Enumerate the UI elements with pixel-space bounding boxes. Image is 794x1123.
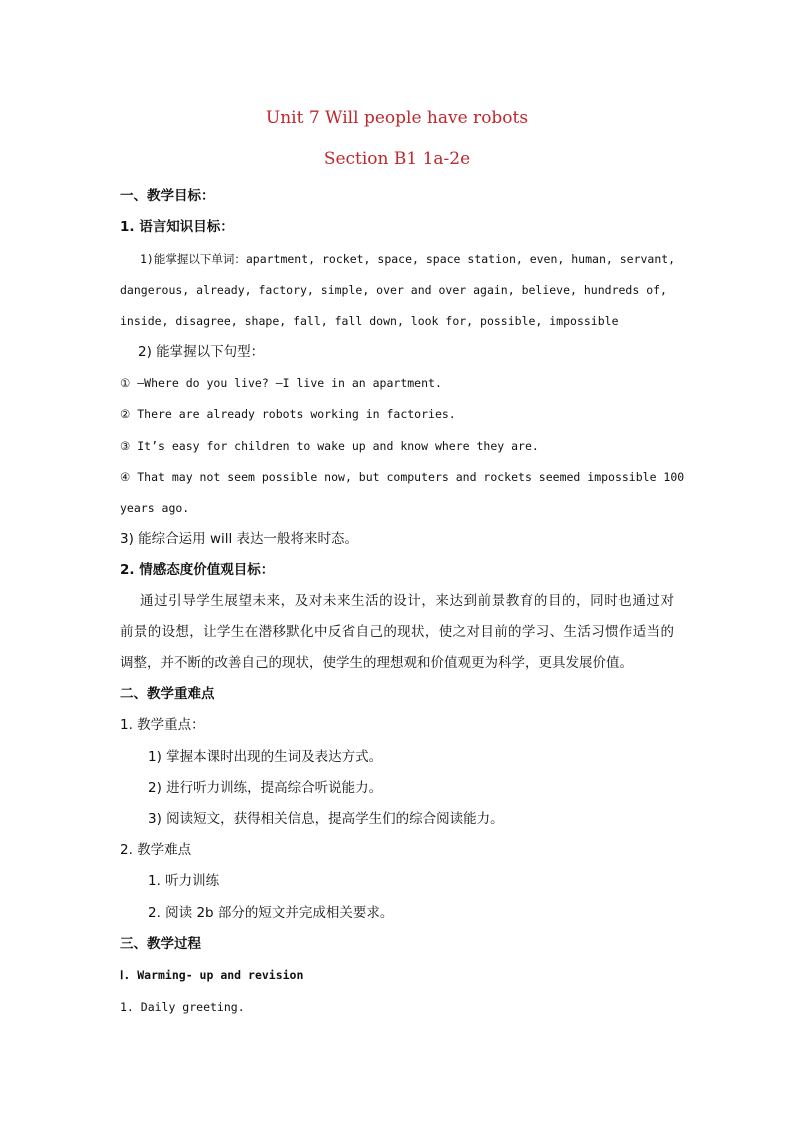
document-subtitle: Section B1 1a-2e (323, 149, 471, 169)
key-point-item: 3) 阅读短文，获得相关信息，提高学生们的综合阅读能力。 (148, 811, 504, 827)
sentence-pattern-4-line-1: ④ That may not seem possible now, but computers and rockets seemed impossible 100 (120, 470, 685, 484)
key-point-item: 2) 进行听力训练，提高综合听说能力。 (148, 780, 383, 796)
step-item-daily-greeting: 1. Daily greeting. (120, 1000, 245, 1014)
emotion-goal-line-3: 调整，并不断的改善自己的现状，使学生的理想观和价值观更为科学，更具发展价值。 (120, 655, 633, 671)
vocabulary-line-2: dangerous, already, factory, simple, over and over again, believe, hundreds of, (120, 283, 667, 297)
section-heading-teaching-process: 三、教学过程 (120, 936, 201, 952)
difficult-point-item: 2. 阅读 2b 部分的短文并完成相关要求。 (148, 905, 394, 921)
difficult-points-heading: 2. 教学难点 (120, 842, 192, 858)
goal-emotion-values-heading: 2. 情感态度价值观目标： (120, 562, 275, 578)
step-warming-up-heading: Ⅰ. Warming- up and revision (120, 968, 304, 982)
vocabulary-line-3: inside, disagree, shape, fall, fall down, look for, possible, impossible (120, 314, 619, 328)
sentence-pattern-3: ③ It’s easy for children to wake up and know where they are. (120, 439, 539, 453)
goal-future-tense: 3) 能综合运用 will 表达一般将来时态。 (120, 531, 359, 547)
section-heading-teaching-goals: 一、教学目标： (120, 188, 215, 204)
emotion-goal-line-2: 前景的设想，让学生在潜移默化中反省自己的现状，使之对目前的学习、生活习惯作适当的 (120, 624, 674, 640)
sentence-patterns-heading: 2) 能掌握以下句型： (138, 344, 265, 360)
sentence-pattern-4-line-2: years ago. (120, 501, 190, 515)
difficult-point-item: 1. 听力训练 (148, 873, 220, 889)
goal-language-knowledge-heading: 1. 语言知识目标： (120, 219, 234, 235)
sentence-pattern-1: ① —Where do you live? —I live in an apartment. (120, 376, 442, 390)
emotion-goal-line-1: 通过引导学生展望未来，及对未来生活的设计，来达到前景教育的目的，同时也通过对 (140, 593, 674, 609)
document-title: Unit 7 Will people have robots (265, 108, 529, 128)
key-point-item: 1) 掌握本课时出现的生词及表达方式。 (148, 749, 383, 765)
key-points-heading: 1. 教学重点： (120, 717, 205, 733)
vocabulary-line-1: 1)能掌握以下单词：apartment, rocket, space, space station, even, human, servant, (140, 252, 676, 266)
section-heading-key-points: 二、教学重难点 (120, 686, 215, 702)
sentence-pattern-2: ② There are already robots working in factories. (120, 407, 456, 421)
